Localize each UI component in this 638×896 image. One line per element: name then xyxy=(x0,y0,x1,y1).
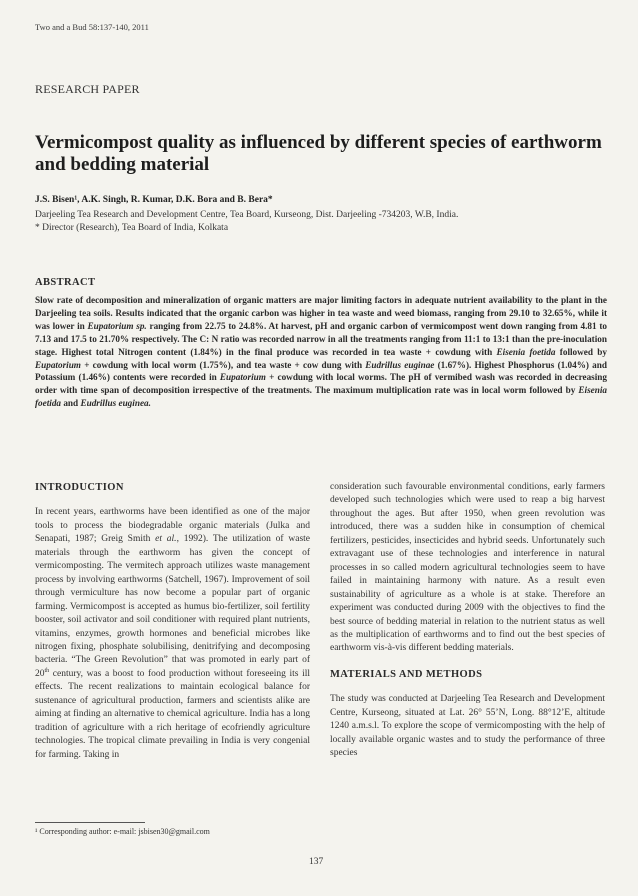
italic-term: Eudrillus euginae xyxy=(365,359,435,370)
introduction-heading: INTRODUCTION xyxy=(35,482,124,493)
right-column xyxy=(330,481,605,761)
affiliation-secondary: * Director (Research), Tea Board of India, Kolkata xyxy=(35,223,229,233)
methods-heading: MATERIALS AND METHODS xyxy=(330,668,483,680)
methods-paragraph: The study was conducted at Darjeeling Tea Research and Development Centre, Kurseong, situated at Lat. 26° 55’N, Long. 88°12’E, altitude 1240 a.m.s.l. To explore the scope of vermicomposting with the help of locally available organic wastes and to study the performance of three species xyxy=(330,694,605,759)
footnote-rule xyxy=(35,822,145,823)
introduction-paragraph: In recent years, earthworms have been identified as one of the major tools to process the biodegradable organic materials (Julka and Senapati, 1987; Greig Smith et al., 1992). The utilization of waste materials through the earthworm has given the concept of vermicomposting. The vermitech approach utilizes waste management process by involving earthworms (Satchell, 1967). Improvement of soil through vermiculture has now become a popular part of organic farming. Vermicompost is accepted as humus bio-fertilizer, soil fertility booster, soil activator and soil conditioner with required plant nutrients, vitamins, enzymes, growth hormones and beneficial microbes like nitrogen fixing, phosphate solubilising, denitrifying and decomposing bacteria. “The Green Revolution” that was promoted in early part of 20th century, was a boost to food production without foreseeing its ill effects. The recent realizations to maintain ecological balance for sustenance of agricultural production, farmers and scientists alike are aiming at finding an alternative to chemical agriculture. India has a long tradition of agriculture with a rich heritage of ecofriendly agriculture technologies. The tropical climate prevailing in India is very congenial for farming. Taking in xyxy=(35,507,311,760)
italic-term: Eudrillus euginea. xyxy=(80,398,151,409)
author-list: J.S. Bisen¹, A.K. Singh, R. Kumar, D.K. Bora and B. Bera* xyxy=(35,195,273,205)
italic-term: Eupatorium xyxy=(219,372,266,383)
abstract-heading: ABSTRACT xyxy=(35,277,96,288)
italic-term: Eisenia foetida xyxy=(35,385,607,409)
superscript: th xyxy=(44,667,50,674)
paper-title: Vermicompost quality as influenced by different species of earthworm and bedding material xyxy=(35,132,602,175)
page-number: 137 xyxy=(309,857,324,867)
italic-term: Eupatorium xyxy=(35,359,81,370)
affiliation-primary: Darjeeling Tea Research and Development Centre, Tea Board, Kurseong, Dist. Darjeeling -734203, W.B, India. xyxy=(35,210,459,220)
footnote: ¹ Corresponding author: e-mail: jsbisen30@gmail.com xyxy=(35,827,210,836)
left-column xyxy=(35,481,310,762)
italic-term: Eisenia foetida xyxy=(496,346,556,357)
affiliations xyxy=(35,209,615,235)
article-type: RESEARCH PAPER xyxy=(35,82,140,96)
italic-term: et al. xyxy=(155,534,177,545)
introduction-continuation: consideration such favourable environmental conditions, early farmers developed such technologies which were used to reap a big harvest throughout the ages. But after 1950, when green revolution was introduced, there was a sudden hike in consumption of chemical fertilizers, pesticides, insecticides and hybrid seeds. Unfortunately such extravagant use of these technologies and interference in natural processes in so called modern agricultural technologies seem to have failed in maintaining harmony with nature. As a result even sustainability of agriculture as a whole is at stake. Therefore an experiment was conducted during 2009 with the objectives to find the best source of bedding material in relation to the nutrient status as well as the multiplication of earthworms and to find out the best species of earthworm vis-à-vis different bedding materials. xyxy=(330,482,605,654)
italic-term: Eupatorium sp. xyxy=(87,320,147,331)
abstract-body: Slow rate of decomposition and mineralization of organic matters are major limiting factors in adequate nutrient availability to the plant in the Darjeeling tea soils. Results indicated that the organic carbon was higher in tea waste and weed biomass, ranging from 29.10 to 32.65%, while it was lower in Eupatorium sp. ranging from 22.75 to 24.8%. At harvest, pH and organic carbon of vermicompost went down ranging from 4.81 to 7.13 and 17.5 to 21.70% respectively. The C: N ratio was recorded narrow in all the treatments ranging from 11:1 to 13:1 than the pre-inoculation stage. Highest total Nitrogen content (1.84%) in the final produce was recorded in tea waste + cowdung with Eisenia foetida followed by Eupatorium + cowdung with local worm (1.75%), and tea waste + cow dung with Eudrillus euginae (1.67%). Highest Phosphorus (1.04%) and Potassium (1.46%) contents were recorded in Eupatorium + cowdung with local worms. The pH of vermibed wash was recorded in decreasing order with time span of decomposition irrespective of the treatments. The maximum multiplication rate was in local worm followed by Eisenia foetida and Eudrillus euginea. xyxy=(35,295,607,409)
journal-citation: Two and a Bud 58:137-140, 2011 xyxy=(35,22,149,32)
